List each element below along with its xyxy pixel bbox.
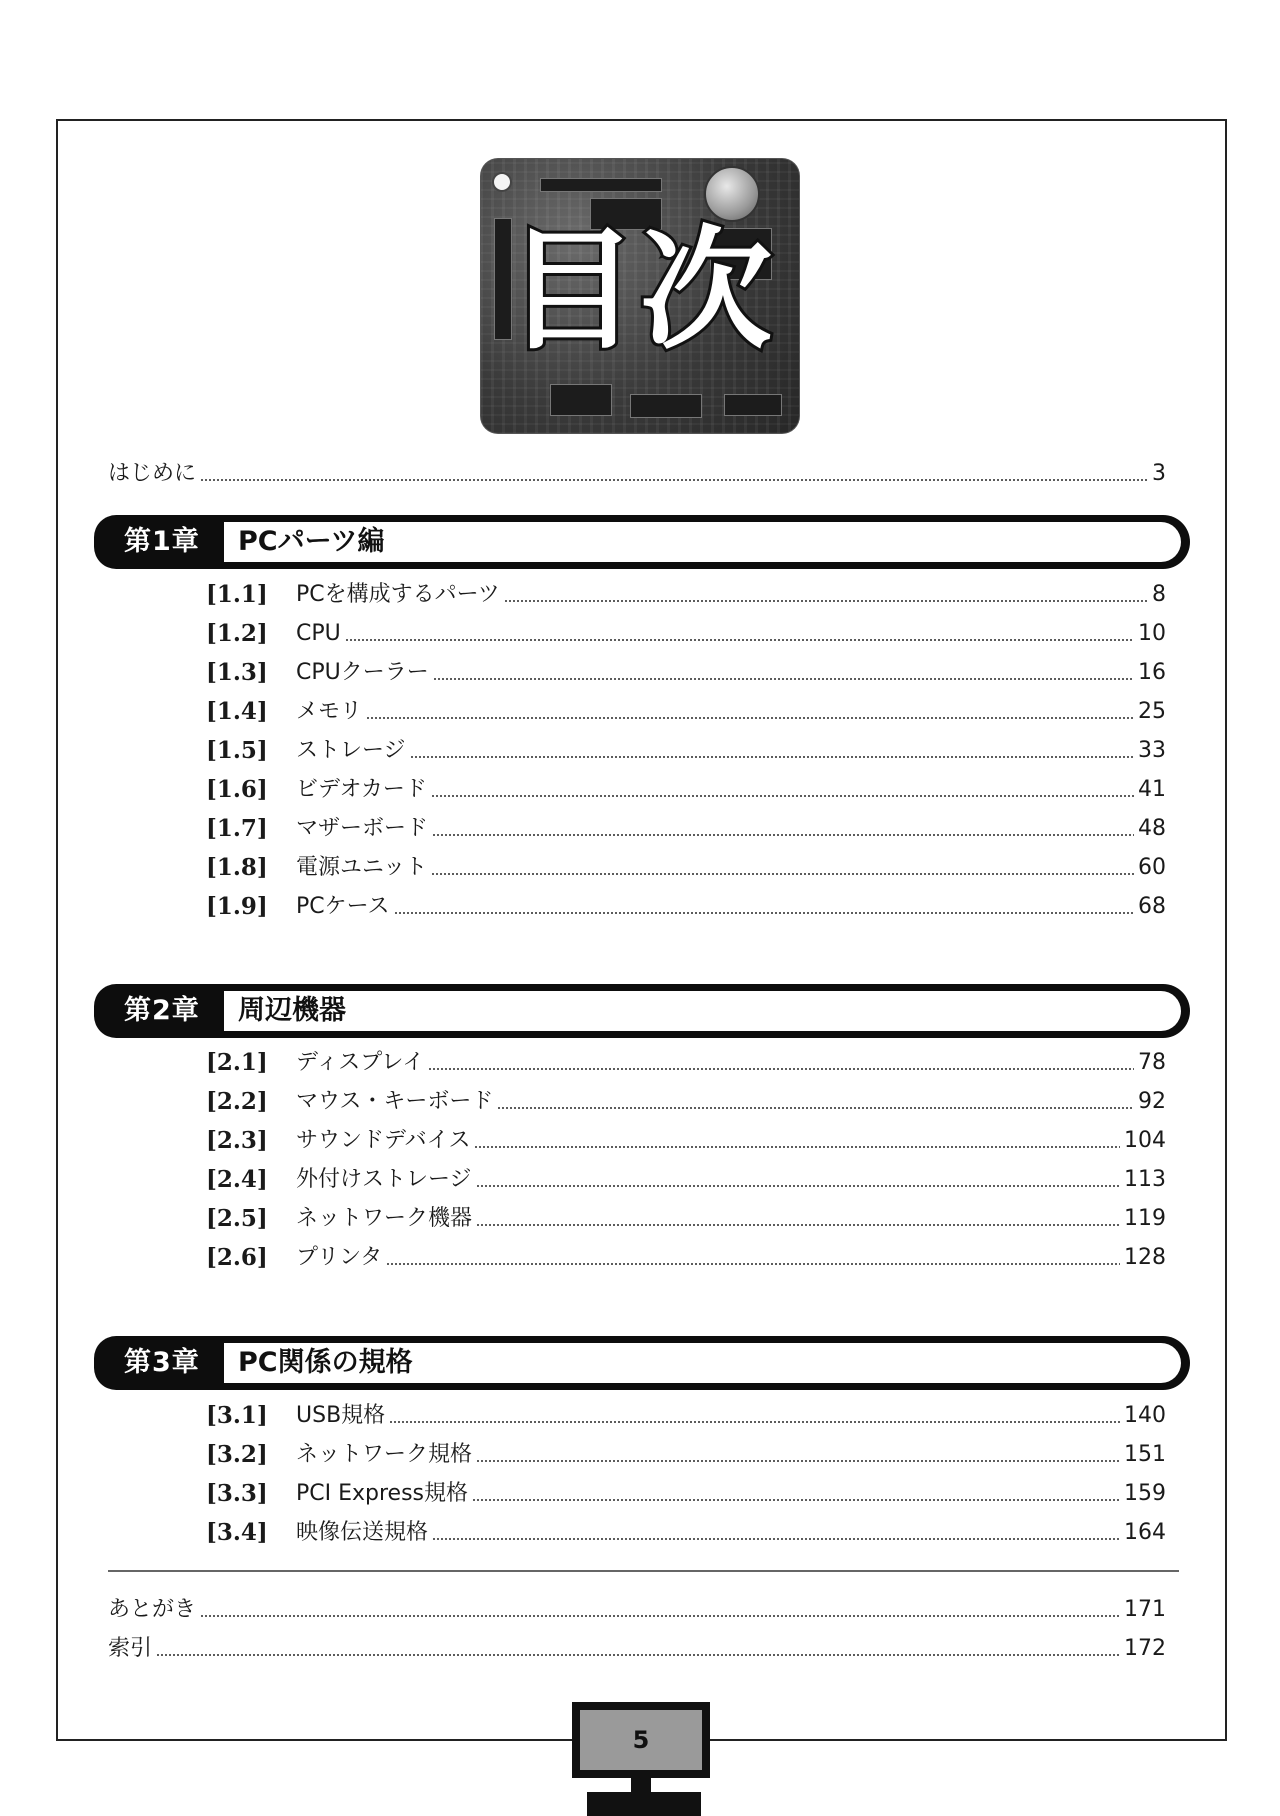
section-code: [2.3] bbox=[206, 1127, 268, 1154]
section-code: [1.5] bbox=[206, 737, 268, 764]
chapter-title-box bbox=[224, 1343, 1181, 1383]
toc-entry-afterword[interactable] bbox=[108, 1595, 1166, 1625]
toc-entry[interactable] bbox=[206, 1243, 1166, 1273]
monitor-stand-icon bbox=[631, 1778, 651, 1792]
toc-entry[interactable] bbox=[206, 853, 1166, 883]
chapter-title: PCパーツ編 bbox=[238, 526, 385, 557]
section-title: USB規格 bbox=[296, 1403, 386, 1428]
section-title: PCケース bbox=[296, 894, 390, 919]
entry-page: 172 bbox=[1124, 1636, 1166, 1661]
chapter-title: PC関係の規格 bbox=[238, 1347, 413, 1378]
chapter-number: 第2章 bbox=[124, 995, 200, 1026]
section-title: マウス・キーボード bbox=[296, 1089, 494, 1114]
dot-leader bbox=[433, 678, 1134, 680]
section-title: 映像伝送規格 bbox=[296, 1520, 429, 1545]
entry-label: あとがき bbox=[108, 1597, 197, 1622]
monitor-base-icon bbox=[587, 1792, 701, 1816]
toc-entry[interactable] bbox=[206, 1479, 1166, 1509]
toc-entry[interactable] bbox=[206, 1087, 1166, 1117]
entry-page: 171 bbox=[1124, 1597, 1166, 1622]
section-page: 104 bbox=[1124, 1128, 1166, 1153]
dot-leader bbox=[200, 1615, 1120, 1617]
entry-page: 3 bbox=[1152, 461, 1166, 486]
dot-leader bbox=[389, 1421, 1120, 1423]
toc-entry[interactable] bbox=[206, 1048, 1166, 1078]
chip bbox=[550, 384, 612, 416]
section-title: ディスプレイ bbox=[296, 1050, 425, 1075]
section-code: [3.4] bbox=[206, 1519, 268, 1546]
section-page: 140 bbox=[1124, 1403, 1166, 1428]
toc-entry[interactable] bbox=[206, 814, 1166, 844]
section-page: 92 bbox=[1138, 1089, 1166, 1114]
section-page: 33 bbox=[1138, 738, 1166, 763]
connector-strip bbox=[540, 178, 662, 192]
section-page: 25 bbox=[1138, 699, 1166, 724]
section-code: [1.6] bbox=[206, 776, 268, 803]
chapter-header[interactable] bbox=[94, 515, 1190, 569]
toc-entry[interactable] bbox=[206, 1518, 1166, 1548]
section-page: 41 bbox=[1138, 777, 1166, 802]
section-code: [2.5] bbox=[206, 1205, 268, 1232]
section-title: PCを構成するパーツ bbox=[296, 582, 500, 607]
section-page: 68 bbox=[1138, 894, 1166, 919]
toc-entry[interactable] bbox=[206, 658, 1166, 688]
dot-leader bbox=[472, 1499, 1120, 1501]
dot-leader bbox=[474, 1146, 1120, 1148]
dot-leader bbox=[410, 756, 1134, 758]
section-page: 119 bbox=[1124, 1206, 1166, 1231]
section-title: メモリ bbox=[296, 699, 363, 724]
chapter-header[interactable] bbox=[94, 1336, 1190, 1390]
entry-label: 索引 bbox=[108, 1636, 153, 1661]
toc-entry[interactable] bbox=[206, 580, 1166, 610]
toc-entry[interactable] bbox=[206, 697, 1166, 727]
toc-entry[interactable] bbox=[206, 1126, 1166, 1156]
divider bbox=[108, 1570, 1179, 1572]
toc-entry[interactable] bbox=[206, 1204, 1166, 1234]
dot-leader bbox=[476, 1460, 1120, 1462]
toc-entry[interactable] bbox=[206, 1401, 1166, 1431]
dot-leader bbox=[345, 639, 1134, 641]
toc-title-image bbox=[480, 158, 800, 434]
chapter-header[interactable] bbox=[94, 984, 1190, 1038]
section-title: ストレージ bbox=[296, 738, 406, 763]
section-code: [2.4] bbox=[206, 1166, 268, 1193]
dot-leader bbox=[386, 1263, 1120, 1265]
section-page: 8 bbox=[1152, 582, 1166, 607]
section-code: [1.4] bbox=[206, 698, 268, 725]
toc-entry-intro[interactable] bbox=[108, 459, 1166, 489]
section-page: 164 bbox=[1124, 1520, 1166, 1545]
section-code: [2.1] bbox=[206, 1049, 268, 1076]
dot-leader bbox=[394, 912, 1134, 914]
section-title: 外付けストレージ bbox=[296, 1167, 472, 1192]
toc-entry[interactable] bbox=[206, 619, 1166, 649]
dot-leader bbox=[476, 1224, 1120, 1226]
section-page: 151 bbox=[1124, 1442, 1166, 1467]
chapter-number: 第3章 bbox=[124, 1347, 200, 1378]
section-title: ビデオカード bbox=[296, 777, 427, 802]
section-code: [3.2] bbox=[206, 1441, 268, 1468]
connector-strip bbox=[630, 394, 702, 418]
chapter-title-box bbox=[224, 522, 1181, 562]
dot-leader bbox=[504, 600, 1148, 602]
dot-leader bbox=[431, 873, 1134, 875]
section-title: CPU bbox=[296, 621, 341, 646]
connector-strip bbox=[724, 394, 782, 416]
chapter-title: 周辺機器 bbox=[238, 995, 346, 1026]
section-title: PCI Express規格 bbox=[296, 1481, 469, 1506]
section-code: [3.3] bbox=[206, 1480, 268, 1507]
dot-leader bbox=[476, 1185, 1120, 1187]
dot-leader bbox=[366, 717, 1134, 719]
chapter-title-box bbox=[224, 991, 1181, 1031]
section-code: [1.2] bbox=[206, 620, 268, 647]
section-code: [1.3] bbox=[206, 659, 268, 686]
section-page: 60 bbox=[1138, 855, 1166, 880]
toc-entry[interactable] bbox=[206, 1440, 1166, 1470]
section-title: マザーボード bbox=[296, 816, 429, 841]
page-number: 5 bbox=[572, 1702, 710, 1778]
section-code: [2.2] bbox=[206, 1088, 268, 1115]
section-code: [1.7] bbox=[206, 815, 268, 842]
section-title: サウンドデバイス bbox=[296, 1128, 471, 1153]
toc-entry[interactable] bbox=[206, 1165, 1166, 1195]
toc-entry-index[interactable] bbox=[108, 1634, 1166, 1664]
section-page: 16 bbox=[1138, 660, 1166, 685]
dot-leader bbox=[432, 1538, 1120, 1540]
chapter-number: 第1章 bbox=[124, 526, 200, 557]
section-page: 159 bbox=[1124, 1481, 1166, 1506]
section-page: 48 bbox=[1138, 816, 1166, 841]
entry-label: はじめに bbox=[108, 461, 197, 486]
section-title: プリンタ bbox=[296, 1245, 383, 1270]
section-page: 10 bbox=[1138, 621, 1166, 646]
dot-leader bbox=[200, 479, 1148, 481]
dot-leader bbox=[497, 1107, 1134, 1109]
section-title: 電源ユニット bbox=[296, 855, 428, 880]
toc-title: 目次 bbox=[506, 214, 774, 368]
dot-leader bbox=[431, 795, 1134, 797]
section-title: ネットワーク機器 bbox=[296, 1206, 473, 1231]
dot-leader bbox=[432, 834, 1134, 836]
section-code: [1.1] bbox=[206, 581, 268, 608]
toc-entry[interactable] bbox=[206, 736, 1166, 766]
section-code: [1.8] bbox=[206, 854, 268, 881]
toc-entry[interactable] bbox=[206, 775, 1166, 805]
section-code: [2.6] bbox=[206, 1244, 268, 1271]
section-code: [3.1] bbox=[206, 1402, 268, 1429]
section-page: 113 bbox=[1124, 1167, 1166, 1192]
mounting-hole bbox=[492, 172, 512, 192]
section-page: 128 bbox=[1124, 1245, 1166, 1270]
section-title: CPUクーラー bbox=[296, 660, 429, 685]
section-code: [1.9] bbox=[206, 893, 268, 920]
section-title: ネットワーク規格 bbox=[296, 1442, 473, 1467]
dot-leader bbox=[428, 1068, 1134, 1070]
section-page: 78 bbox=[1138, 1050, 1166, 1075]
dot-leader bbox=[156, 1654, 1120, 1656]
toc-entry[interactable] bbox=[206, 892, 1166, 922]
